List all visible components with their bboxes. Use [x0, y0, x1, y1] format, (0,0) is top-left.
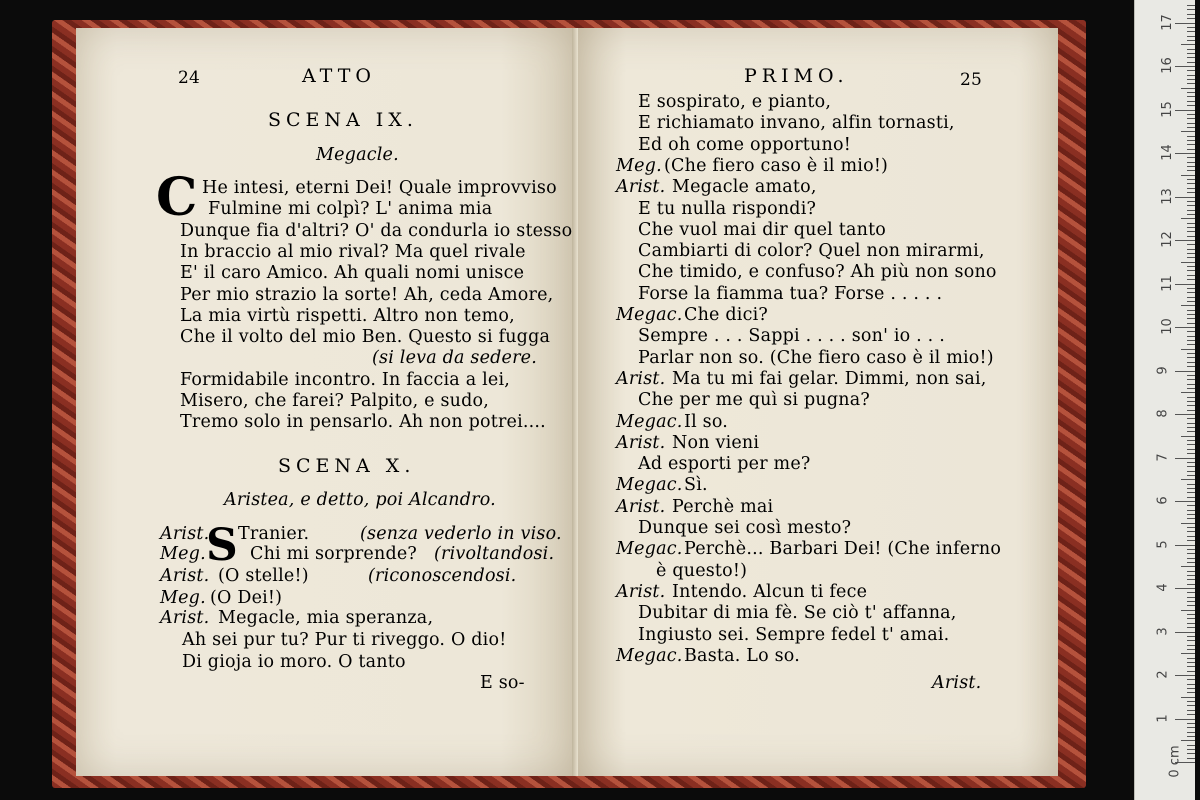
ruler-tick	[1187, 440, 1195, 441]
speaker-name: Megac.	[616, 411, 683, 432]
ruler-tick	[1187, 127, 1195, 128]
ruler-tick	[1187, 679, 1195, 680]
ruler-tick	[1187, 366, 1195, 367]
ruler-tick	[1187, 484, 1195, 485]
ruler-tick	[1187, 375, 1195, 376]
ruler-tick	[1187, 279, 1195, 280]
ruler-tick	[1175, 23, 1195, 24]
ruler-tick	[1187, 579, 1195, 580]
ruler-tick	[1187, 318, 1195, 319]
ruler-tick	[1187, 201, 1195, 202]
dialogue-line: è questo!)	[656, 560, 748, 581]
right-page-number: 25	[960, 70, 983, 90]
ruler-tick	[1187, 449, 1195, 450]
dialogue-line: E tu nulla rispondi?	[638, 198, 817, 219]
ruler-tick	[1187, 688, 1195, 689]
ruler-tick	[1187, 753, 1195, 754]
ruler-tick	[1181, 131, 1195, 132]
dialogue-line: Ma tu mi fai gelar. Dimmi, non sai,	[672, 368, 987, 389]
speaker-name: Megac.	[616, 645, 683, 666]
ruler-tick	[1175, 501, 1195, 502]
ruler-tick	[1187, 340, 1195, 341]
ruler-tick	[1187, 57, 1195, 58]
ruler-number: 7	[1155, 452, 1171, 462]
ruler-number: 1	[1155, 713, 1171, 723]
stage-direction: (riconoscendosi.	[368, 566, 517, 586]
speaker-name: Arist.	[616, 432, 666, 453]
ruler-tick	[1187, 605, 1195, 606]
speaker-name: Meg.	[160, 588, 206, 608]
ruler-tick	[1187, 405, 1195, 406]
ruler-tick	[1187, 166, 1195, 167]
ruler-tick	[1187, 466, 1195, 467]
ruler-tick	[1181, 610, 1195, 611]
ruler-tick	[1187, 423, 1195, 424]
dialogue-line: Sempre . . . Sappi . . . . son' io . . .	[638, 326, 945, 347]
ruler-tick	[1187, 31, 1195, 32]
ruler-tick	[1175, 545, 1195, 546]
ruler-tick	[1187, 331, 1195, 332]
stage-direction: (rivoltandosi.	[434, 544, 555, 564]
right-running-head: PRIMO.	[744, 65, 849, 87]
dialogue-line: Di gioja io moro. O tanto	[182, 652, 406, 672]
stage-direction: (senza vederlo in viso.	[360, 524, 562, 544]
ruler-tick	[1175, 284, 1195, 285]
ruler-tick	[1187, 618, 1195, 619]
verse-line: Che il volto del mio Ben. Questo si fugga	[180, 327, 551, 348]
ruler-tick	[1187, 105, 1195, 106]
ruler-tick	[1187, 401, 1195, 402]
ruler-tick	[1187, 649, 1195, 650]
ruler-tick	[1181, 697, 1195, 698]
ruler-tick	[1187, 162, 1195, 163]
ruler-tick	[1187, 144, 1195, 145]
ruler-number: 10	[1159, 318, 1175, 335]
ruler-tick	[1187, 431, 1195, 432]
ruler-tick	[1187, 183, 1195, 184]
speaker-name: Arist.	[616, 496, 666, 517]
ruler-tick	[1187, 453, 1195, 454]
ruler-tick	[1187, 75, 1195, 76]
ruler-tick	[1187, 705, 1195, 706]
left-catchword: E so-	[480, 673, 525, 693]
ruler-tick	[1187, 723, 1195, 724]
ruler-tick	[1187, 92, 1195, 93]
ruler-tick	[1175, 719, 1195, 720]
ruler-tick	[1175, 675, 1195, 676]
speaker-name: Megac.	[616, 305, 683, 325]
dialogue-line: Ingiusto sei. Sempre fedel t' amai.	[638, 624, 950, 645]
verse-line: Fulmine mi colpì? L' anima mia	[208, 199, 493, 220]
ruler-tick	[1187, 714, 1195, 715]
measuring-ruler	[1134, 0, 1195, 800]
ruler-tick	[1187, 9, 1195, 10]
ruler-tick	[1181, 479, 1195, 480]
speaker-name: Arist.	[616, 581, 666, 602]
ruler-tick	[1187, 244, 1195, 245]
ruler-tick	[1187, 471, 1195, 472]
ruler-tick	[1175, 371, 1195, 372]
ruler-tick	[1175, 414, 1195, 415]
ruler-number: 15	[1159, 100, 1175, 118]
left-running-head: ATTO	[302, 65, 376, 87]
speaker-name: Meg.	[616, 155, 662, 176]
dialogue-line: (Che fiero caso è il mio!)	[664, 155, 889, 176]
ruler-tick	[1187, 692, 1195, 693]
dialogue-line: Perchè... Barbari Dei! (Che inferno	[684, 539, 1002, 560]
scene9-speaker: Megacle.	[316, 145, 399, 165]
verse-line: In braccio al mio rival? Ma quel rivale	[180, 241, 526, 262]
ruler-tick	[1187, 310, 1195, 311]
ruler-tick	[1187, 592, 1195, 593]
ruler-tick	[1175, 240, 1195, 241]
ruler-tick	[1187, 62, 1195, 63]
ruler-tick	[1187, 658, 1195, 659]
ruler-tick	[1187, 510, 1195, 511]
ruler-tick	[1187, 205, 1195, 206]
ruler-tick	[1187, 497, 1195, 498]
ruler-tick	[1187, 83, 1195, 84]
ruler-tick	[1187, 214, 1195, 215]
dialogue-line: Megacle, mia speranza,	[218, 608, 434, 628]
ruler-tick	[1181, 523, 1195, 524]
right-catchword: Arist.	[932, 673, 982, 693]
ruler-number: 16	[1159, 57, 1175, 74]
left-page-number: 24	[178, 68, 201, 88]
ruler-tick	[1181, 436, 1195, 437]
ruler-tick	[1187, 410, 1195, 411]
ruler-tick	[1187, 536, 1195, 537]
ruler-tick	[1187, 749, 1195, 750]
ruler-tick	[1175, 153, 1195, 154]
ruler-tick	[1187, 297, 1195, 298]
ruler-tick	[1181, 392, 1195, 393]
ruler-tick	[1187, 136, 1195, 137]
ruler-tick	[1187, 210, 1195, 211]
ruler-tick	[1187, 101, 1195, 102]
ruler-tick	[1187, 362, 1195, 363]
verse-line: Formidabile incontro. In faccia a lei,	[180, 369, 511, 390]
ruler-tick	[1187, 257, 1195, 258]
dialogue-line: Perchè mai	[672, 496, 774, 517]
dialogue-line: Dunque sei così mesto?	[638, 518, 852, 538]
ruler-tick	[1187, 236, 1195, 237]
ruler-tick	[1187, 558, 1195, 559]
ruler-tick	[1187, 562, 1195, 563]
ruler-tick	[1187, 462, 1195, 463]
ruler-tick	[1175, 632, 1195, 633]
ruler-tick	[1187, 627, 1195, 628]
ruler-tick	[1187, 14, 1195, 15]
ruler-number: 12	[1159, 231, 1175, 248]
scene10-heading: SCENA X.	[278, 455, 416, 477]
verse-line: Misero, che farei? Palpito, e sudo,	[180, 391, 490, 411]
ruler-tick	[1187, 710, 1195, 711]
ruler-tick	[1187, 427, 1195, 428]
speaker-name: Arist.	[160, 524, 210, 544]
dialogue-line: Forse la fiamma tua? Forse . . . . .	[638, 283, 943, 304]
ruler-tick	[1187, 357, 1195, 358]
ruler-tick	[1181, 305, 1195, 306]
dialogue-line: Ed oh come opportuno!	[638, 134, 851, 155]
ruler-number: 5	[1155, 539, 1171, 549]
ruler-tick	[1181, 88, 1195, 89]
ruler-tick	[1181, 262, 1195, 263]
ruler-tick	[1187, 575, 1195, 576]
ruler-tick	[1187, 157, 1195, 158]
ruler-tick	[1175, 110, 1195, 111]
speaker-name: Meg.	[160, 544, 206, 564]
speaker-name: Arist.	[160, 566, 210, 586]
ruler-tick	[1187, 736, 1195, 737]
verse-line: Dunque fia d'altri? O' da condurla io stesso	[180, 220, 573, 241]
ruler-tick	[1175, 197, 1195, 198]
dialogue-line: Ad esporti per me?	[638, 454, 811, 475]
ruler-tick	[1187, 53, 1195, 54]
ruler-tick	[1187, 266, 1195, 267]
ruler-number: 8	[1155, 409, 1171, 418]
ruler-tick	[1187, 253, 1195, 254]
ruler-tick	[1187, 623, 1195, 624]
dialogue-line: Sì.	[684, 475, 708, 496]
ruler-tick	[1187, 666, 1195, 667]
ruler-tick	[1181, 740, 1195, 741]
ruler-tick	[1187, 745, 1195, 746]
ruler-tick	[1187, 192, 1195, 193]
ruler-tick	[1187, 231, 1195, 232]
ruler-tick	[1187, 684, 1195, 685]
ruler-tick	[1187, 571, 1195, 572]
ruler-tick	[1187, 170, 1195, 171]
dialogue-line: Chi mi sorprende?	[250, 544, 417, 564]
ruler-tick	[1175, 66, 1195, 67]
verse-line: He intesi, eterni Dei! Quale improvviso	[202, 178, 557, 198]
ruler-tick	[1187, 758, 1195, 759]
verse-line: E' il caro Amico. Ah quali nomi unisce	[180, 263, 525, 284]
ruler-number: 0 cm	[1167, 745, 1183, 778]
ruler-tick	[1187, 601, 1195, 602]
dialogue-line: Intendo. Alcun ti fece	[672, 581, 868, 602]
dialogue-line: Che vuol mai dir quel tanto	[638, 219, 887, 240]
ruler-tick	[1187, 540, 1195, 541]
dialogue-line: Tranier.	[238, 524, 310, 544]
ruler-tick	[1187, 301, 1195, 302]
ruler-number: 17	[1159, 13, 1175, 31]
ruler-tick	[1187, 288, 1195, 289]
ruler-tick	[1187, 149, 1195, 150]
dialogue-line: Il so.	[684, 411, 729, 432]
ruler-tick	[1187, 727, 1195, 728]
ruler-tick	[1181, 349, 1195, 350]
ruler-tick	[1187, 79, 1195, 80]
ruler-tick	[1187, 418, 1195, 419]
verse-line: La mia virtù rispetti. Altro non temo,	[180, 305, 515, 326]
ruler-tick	[1187, 388, 1195, 389]
dialogue-line: Megacle amato,	[672, 177, 817, 198]
ruler-tick	[1187, 732, 1195, 733]
ruler-tick	[1187, 671, 1195, 672]
ruler-tick	[1187, 662, 1195, 663]
ruler-number: 2	[1155, 670, 1171, 679]
ruler-tick	[1187, 701, 1195, 702]
ruler-tick	[1187, 292, 1195, 293]
ruler-tick	[1187, 397, 1195, 398]
ruler-tick	[1187, 645, 1195, 646]
dialogue-line: (O stelle!)	[218, 566, 309, 586]
dialogue-line: Parlar non so. (Che fiero caso è il mio!)	[638, 347, 994, 368]
ruler-tick	[1187, 270, 1195, 271]
ruler-number: 3	[1155, 626, 1171, 636]
ruler-tick	[1187, 344, 1195, 345]
ruler-tick	[1187, 40, 1195, 41]
ruler-tick	[1187, 336, 1195, 337]
ruler-tick	[1187, 5, 1195, 6]
ruler-tick	[1187, 18, 1195, 19]
ruler-tick	[1187, 636, 1195, 637]
dialogue-line: (O Dei!)	[210, 588, 283, 608]
dialogue-line: Ah sei pur tu? Pur ti riveggo. O dio!	[182, 630, 507, 650]
ruler-tick	[1187, 49, 1195, 50]
verse-line: (si leva da sedere.	[372, 348, 537, 369]
ruler-tick	[1187, 505, 1195, 506]
ruler-tick	[1187, 379, 1195, 380]
ruler-tick	[1187, 584, 1195, 585]
ruler-tick	[1187, 488, 1195, 489]
dialogue-line: Che dici?	[684, 305, 768, 325]
dialogue-line: Che per me quì si pugna?	[638, 390, 870, 411]
ruler-tick	[1187, 27, 1195, 28]
speaker-name: Megac.	[616, 539, 683, 560]
ruler-tick	[1181, 653, 1195, 654]
ruler-tick	[1181, 218, 1195, 219]
ruler-tick	[1187, 492, 1195, 493]
scene9-heading: SCENA IX.	[268, 109, 418, 131]
ruler-tick	[1187, 96, 1195, 97]
ruler-number: 9	[1155, 365, 1171, 375]
ruler-number: 11	[1159, 274, 1175, 292]
ruler-tick	[1187, 553, 1195, 554]
ruler-tick	[1187, 527, 1195, 528]
speaker-name: Megac.	[616, 475, 683, 496]
ruler-number: 6	[1155, 496, 1171, 505]
ruler-number: 14	[1159, 144, 1175, 161]
ruler-tick	[1181, 175, 1195, 176]
ruler-tick	[1187, 314, 1195, 315]
verse-line: Per mio strazio la sorte! Ah, ceda Amore,	[180, 284, 554, 305]
ruler-tick	[1187, 123, 1195, 124]
dialogue-line: Non vieni	[672, 432, 760, 453]
ruler-tick	[1187, 323, 1195, 324]
ruler-tick	[1187, 518, 1195, 519]
ruler-tick	[1187, 531, 1195, 532]
dialogue-line: E richiamato invano, alfin tornasti,	[638, 113, 955, 134]
dialogue-line: Cambiarti di color? Quel non mirarmi,	[638, 241, 985, 262]
ruler-tick	[1187, 514, 1195, 515]
drop-capital-2: S	[206, 520, 238, 571]
ruler-tick	[1187, 444, 1195, 445]
ruler-tick	[1181, 44, 1195, 45]
ruler-tick	[1187, 118, 1195, 119]
scene10-cast: Aristea, e detto, poi Alcandro.	[224, 490, 496, 510]
ruler-tick	[1175, 327, 1195, 328]
ruler-tick	[1187, 114, 1195, 115]
ruler-tick	[1187, 614, 1195, 615]
speaker-name: Arist.	[616, 368, 666, 389]
drop-capital: C	[156, 167, 198, 228]
ruler-tick	[1187, 36, 1195, 37]
ruler-tick	[1187, 249, 1195, 250]
ruler-tick	[1187, 223, 1195, 224]
dialogue-line: Basta. Lo so.	[684, 645, 800, 666]
ruler-tick	[1187, 188, 1195, 189]
dialogue-line: E sospirato, e pianto,	[638, 92, 832, 112]
dialogue-line: Dubitar di mia fè. Se ciò t' affanna,	[638, 603, 957, 624]
dialogue-line: Che timido, e confuso? Ah più non sono	[638, 262, 997, 283]
ruler-number: 13	[1159, 187, 1175, 205]
ruler-tick	[1187, 227, 1195, 228]
speaker-name: Arist.	[616, 177, 666, 198]
ruler-tick	[1175, 588, 1195, 589]
ruler-tick	[1187, 597, 1195, 598]
ruler-tick	[1187, 384, 1195, 385]
speaker-name: Arist.	[160, 608, 210, 628]
ruler-tick	[1187, 640, 1195, 641]
verse-line: Tremo solo in pensarlo. Ah non potrei....	[180, 412, 546, 433]
ruler-tick	[1187, 275, 1195, 276]
ruler-tick	[1187, 179, 1195, 180]
ruler-tick	[1187, 353, 1195, 354]
ruler-tick	[1187, 70, 1195, 71]
ruler-tick	[1187, 475, 1195, 476]
ruler-tick	[1181, 566, 1195, 567]
ruler-tick	[1187, 140, 1195, 141]
ruler-tick	[1175, 458, 1195, 459]
ruler-number: 4	[1155, 583, 1171, 592]
ruler-tick	[1187, 549, 1195, 550]
